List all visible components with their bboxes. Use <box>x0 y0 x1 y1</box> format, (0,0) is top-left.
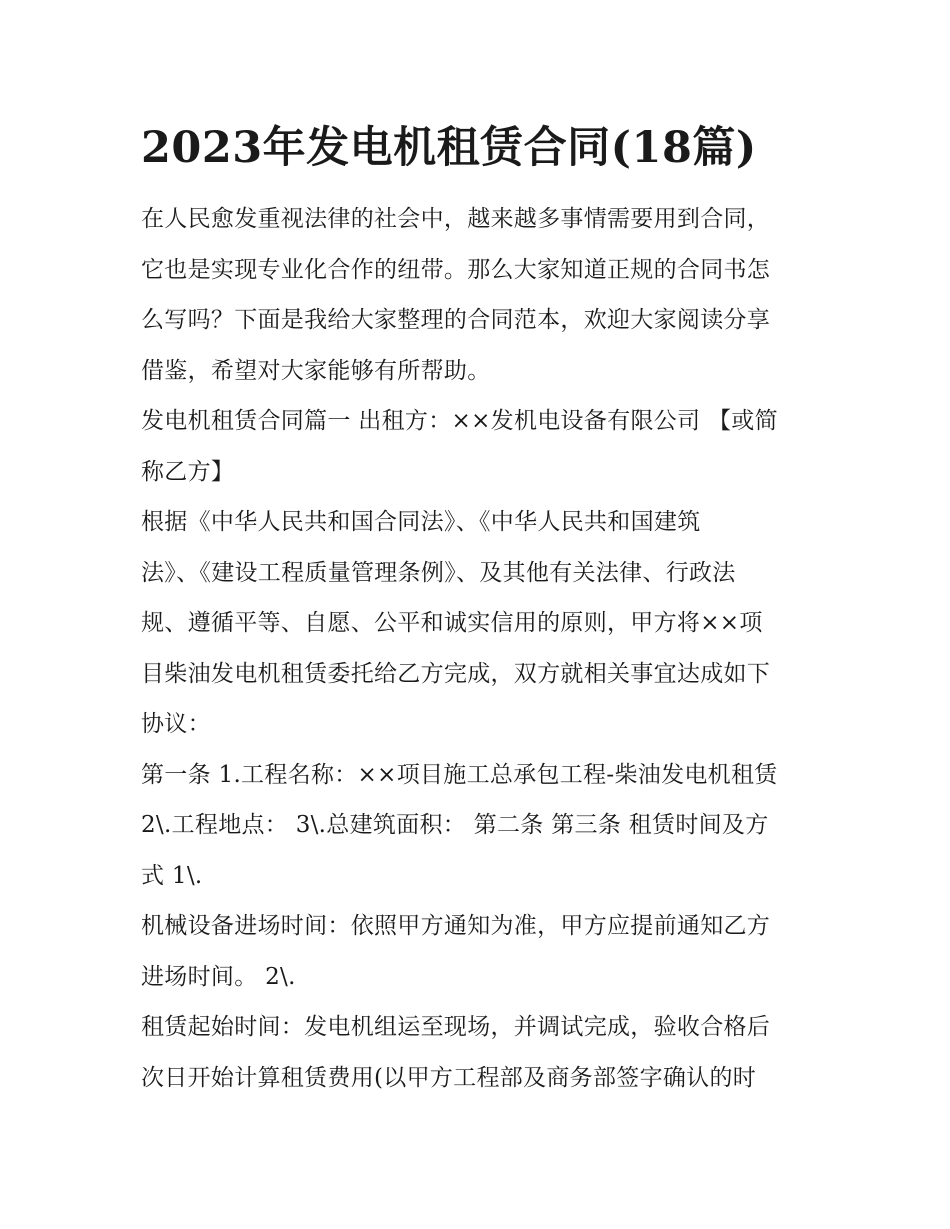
paragraph <box>141 396 820 497</box>
paragraph-line: 机械设备进场时间：依照甲方通知为准，甲方应提前通知乙方 <box>141 913 771 939</box>
paragraph-line: 协议： <box>141 711 211 737</box>
paragraph-line: 发电机租赁合同篇一 出租方：××发机电设备有限公司 【或简 <box>141 408 778 434</box>
paragraph-line: 它也是实现专业化合作的纽带。那么大家知道正规的合同书怎 <box>141 256 771 283</box>
paragraph-line: 2\.工程地点： 3\.总建筑面积： 第二条 第三条 租赁时间及方 <box>141 812 769 838</box>
paragraph-line: 次日开始计算租赁费用(以甲方工程部及商务部签字确认的时 <box>141 1064 757 1091</box>
paragraph <box>141 901 820 1002</box>
paragraph-line: 第一条 1.工程名称：××项目施工总承包工程-柴油发电机租赁 <box>141 761 778 788</box>
paragraph-line: 根据《中华人民共和国合同法》、《中华人民共和国建筑 <box>141 509 701 535</box>
document-body <box>141 194 820 1103</box>
paragraph <box>141 497 820 750</box>
paragraph-line: 租赁起始时间：发电机组运至现场，并调试完成，验收合格后 <box>141 1014 771 1040</box>
paragraph-line: 借鉴，希望对大家能够有所帮助。 <box>141 357 491 384</box>
paragraph-line: 目柴油发电机租赁委托给乙方完成，双方就相关事宜达成如下 <box>141 660 771 687</box>
paragraph-line: 式 1\. <box>141 862 203 889</box>
paragraph-line: 进场时间。 2\. <box>141 963 296 990</box>
paragraph <box>141 1002 820 1103</box>
paragraph-line: 规、遵循平等、自愿、公平和诚实信用的原则，甲方将××项 <box>141 610 763 636</box>
paragraph <box>141 750 820 902</box>
paragraph-line: 称乙方】 <box>141 458 235 485</box>
paragraph-line: 在人民愈发重视法律的社会中，越来越多事情需要用到合同， <box>141 206 771 232</box>
paragraph-line: 法》、《建设工程质量管理条例》、及其他有关法律、行政法 <box>141 559 736 586</box>
document-title: 2023年发电机租赁合同(18篇) <box>141 123 757 173</box>
paragraph <box>141 194 820 396</box>
paragraph-line: 么写吗？下面是我给大家整理的合同范本，欢迎大家阅读分享 <box>141 307 771 333</box>
